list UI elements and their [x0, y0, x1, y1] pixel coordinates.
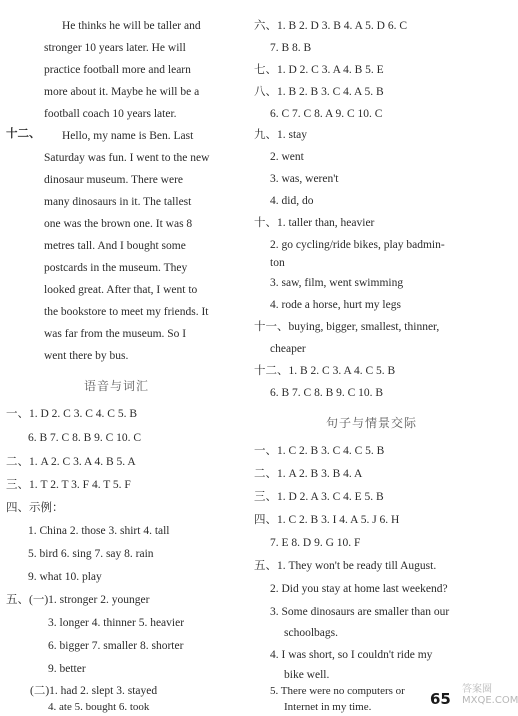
answer-row: 九、1. stay	[254, 129, 308, 141]
answer-row: 5. There were no computers or	[270, 685, 405, 697]
answer-row: 2. go cycling/ride bikes, play badmin-	[270, 239, 445, 251]
answer-row: 六、1. B 2. D 3. B 4. A 5. D 6. C	[254, 20, 408, 32]
answer-row: 二、1. A 2. B 3. B 4. A	[254, 468, 363, 480]
para-line: practice football more and learn	[44, 64, 191, 76]
answer-row: 2. went	[270, 151, 304, 163]
answer-row: 3. was, weren't	[270, 173, 339, 185]
answer-row: 6. B 7. C 8. B 9. C 10. B	[270, 387, 384, 399]
answer-row: 4. I was short, so I couldn't ride my	[270, 649, 433, 661]
essay-line: the bookstore to meet my friends. It	[44, 306, 209, 318]
essay-line: went there by bus.	[44, 350, 129, 362]
answer-row: 4. rode a horse, hurt my legs	[270, 299, 401, 311]
answer-row: 6. bigger 7. smaller 8. shorter	[48, 640, 184, 652]
answer-row: 3. saw, film, went swimming	[270, 277, 404, 289]
para-line: stronger 10 years later. He will	[44, 42, 186, 54]
answer-row: 八、1. B 2. B 3. C 4. A 5. B	[254, 86, 384, 98]
page-number: 65	[430, 690, 451, 708]
answer-row: 3. Some dinosaurs are smaller than our	[270, 606, 450, 618]
answer-row: 四、1. C 2. B 3. I 4. A 5. J 6. H	[254, 514, 400, 526]
answer-row: 4. did, do	[270, 195, 314, 207]
answer-row: bike well.	[284, 669, 330, 681]
answer-row: 七、1. D 2. C 3. A 4. B 5. E	[254, 64, 384, 76]
section-title: 语音与词汇	[84, 379, 150, 393]
answer-row: 3. longer 4. thinner 5. heavier	[48, 617, 185, 629]
essay-line: Saturday was fun. I went to the new	[44, 152, 210, 164]
answer-row: (二)1. had 2. slept 3. stayed	[30, 685, 158, 697]
answer-row: 五、(一)1. stronger 2. younger	[6, 594, 150, 606]
answer-row: 7. B 8. B	[270, 42, 312, 54]
answer-row: 三、1. T 2. T 3. F 4. T 5. F	[6, 479, 131, 491]
watermark: 答案圈 MXQE.COM	[462, 684, 518, 706]
essay-line: one was the brown one. It was 8	[44, 218, 193, 230]
answer-row: 一、1. D 2. C 3. C 4. C 5. B	[6, 408, 137, 420]
para-line: football coach 10 years later.	[44, 108, 177, 120]
essay-line: was far from the museum. So I	[44, 328, 187, 340]
answer-row: 二、1. A 2. C 3. A 4. B 5. A	[6, 456, 136, 468]
answer-row: 9. better	[48, 663, 86, 675]
essay-line: postcards in the museum. They	[44, 262, 188, 274]
answer-row: 十一、buying, bigger, smallest, thinner,	[254, 321, 440, 333]
section-title: 句子与情景交际	[326, 416, 418, 430]
para-line: He thinks he will be taller and	[62, 20, 201, 32]
answer-row: Internet in my time.	[284, 701, 372, 713]
answer-row: 9. what 10. play	[28, 571, 102, 583]
essay-number: 十二、	[6, 128, 41, 140]
answer-row: 十、1. taller than, heavier	[254, 217, 375, 229]
answer-row: 6. C 7. C 8. A 9. C 10. C	[270, 108, 383, 120]
essay-line: looked great. After that, I went to	[44, 284, 198, 296]
essay-line: many dinosaurs in it. The tallest	[44, 196, 192, 208]
answer-row: 十二、1. B 2. C 3. A 4. C 5. B	[254, 365, 396, 377]
answer-row: 2. Did you stay at home last weekend?	[270, 583, 448, 595]
answer-row: cheaper	[270, 343, 306, 355]
answer-row: 三、1. D 2. A 3. C 4. E 5. B	[254, 491, 384, 503]
answer-row: 一、1. C 2. B 3. C 4. C 5. B	[254, 445, 385, 457]
essay-line: dinosaur museum. There were	[44, 174, 184, 186]
essay-line: metres tall. And I bought some	[44, 240, 186, 252]
answer-row: ton	[270, 257, 285, 269]
essay-line: Hello, my name is Ben. Last	[62, 130, 194, 142]
para-line: more about it. Maybe he will be a	[44, 86, 200, 98]
answer-row: 1. China 2. those 3. shirt 4. tall	[28, 525, 170, 537]
answer-row: 6. B 7. C 8. B 9. C 10. C	[28, 432, 142, 444]
answer-row: 4. ate 5. bought 6. took	[48, 701, 150, 713]
answer-row: 五、1. They won't be ready till August.	[254, 560, 437, 572]
answer-row: 7. E 8. D 9. G 10. F	[270, 537, 361, 549]
answer-row: schoolbags.	[284, 627, 338, 639]
answer-row: 四、示例：	[6, 502, 64, 514]
answer-row: 5. bird 6. sing 7. say 8. rain	[28, 548, 154, 560]
